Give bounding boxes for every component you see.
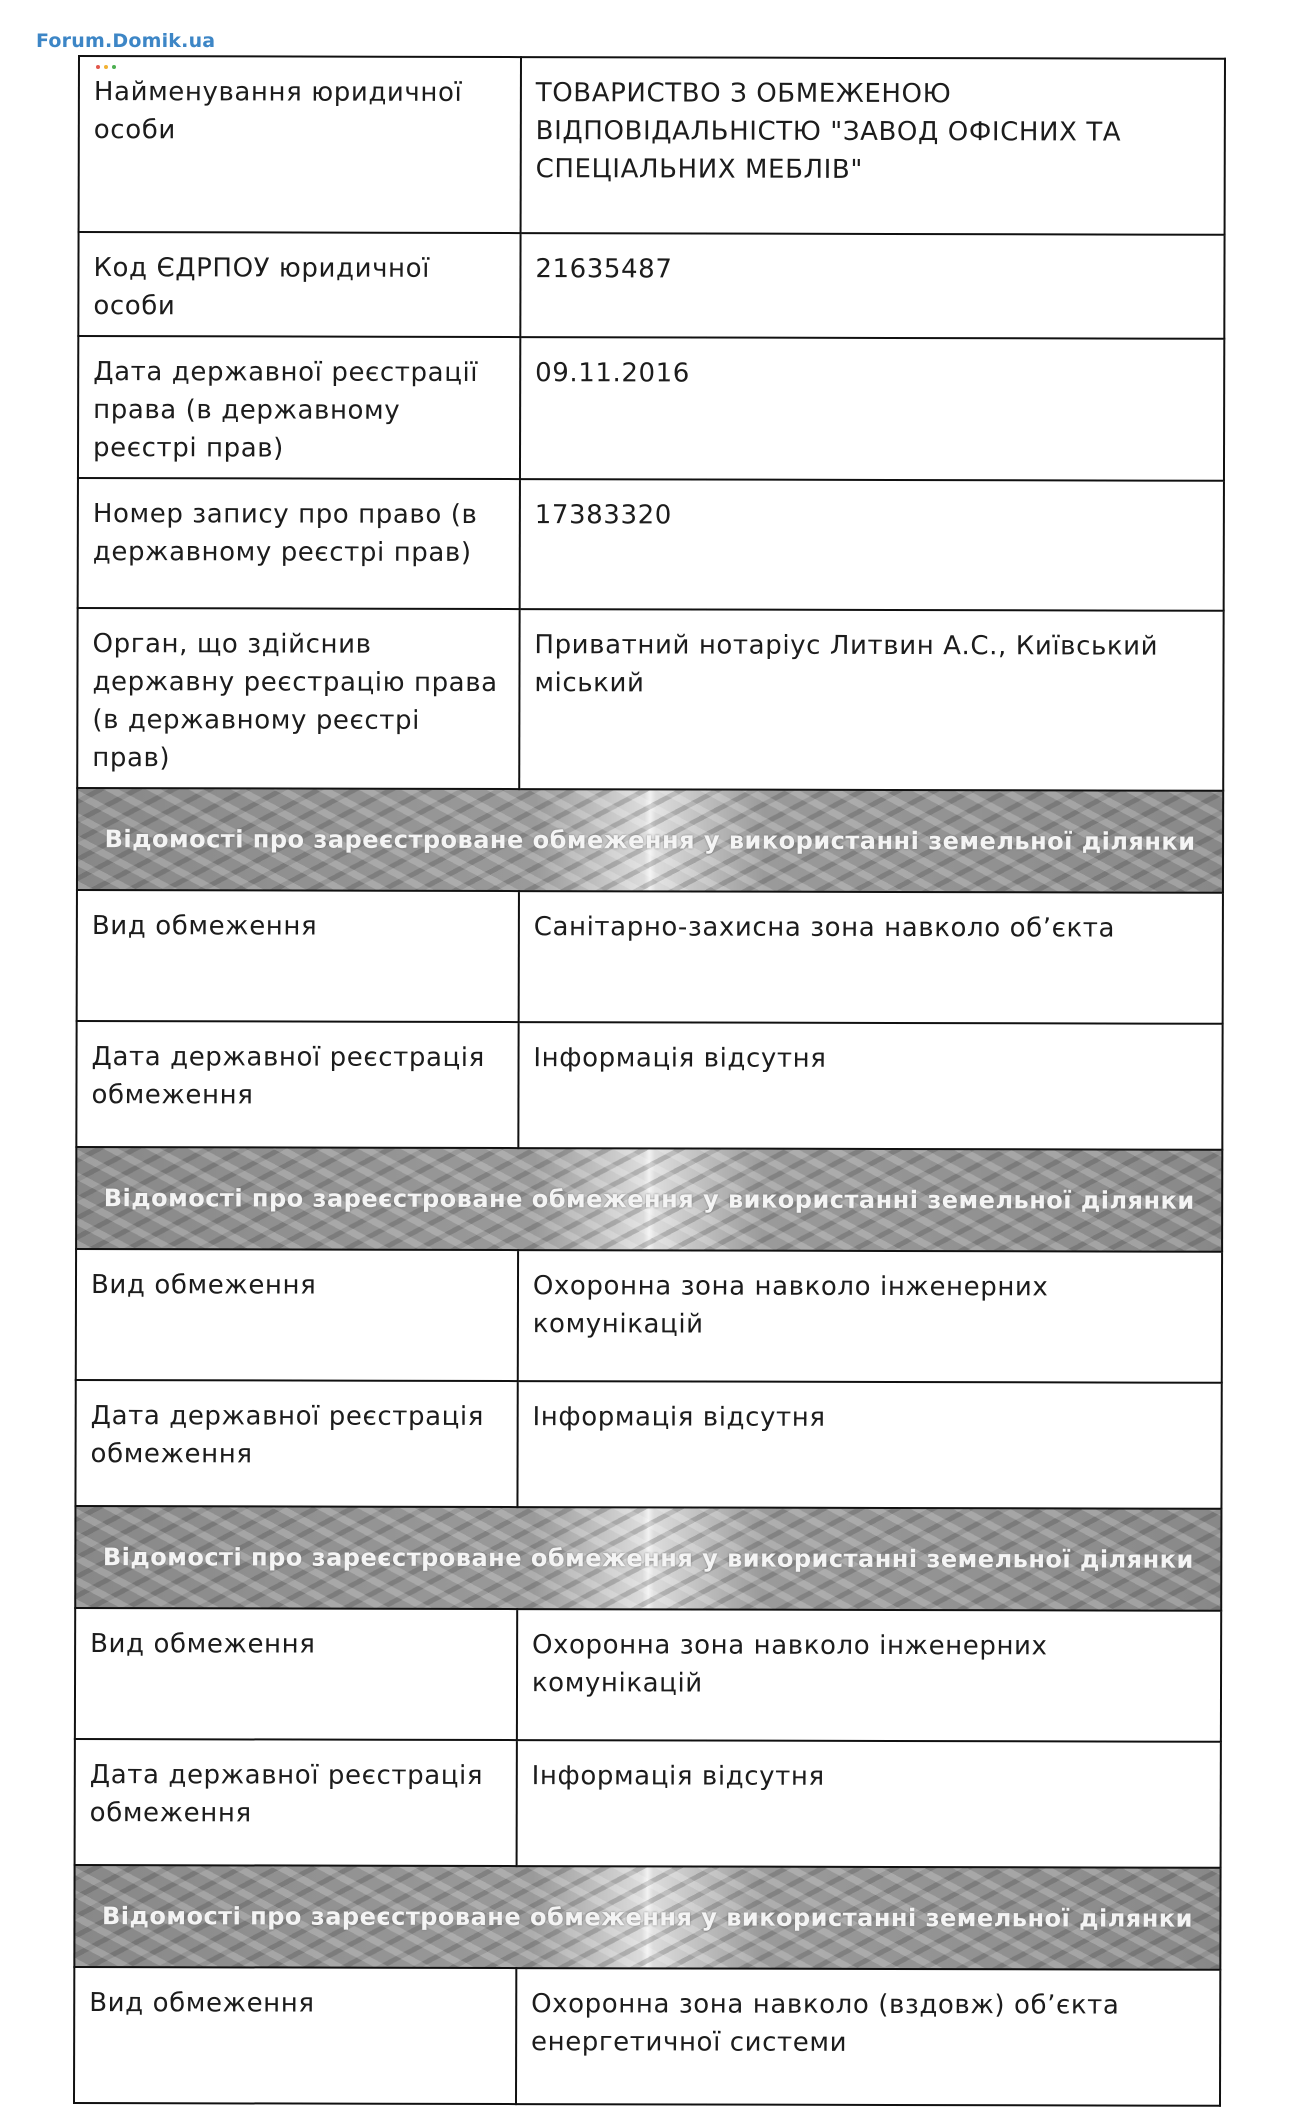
restriction-section-title: Відомості про зареєстроване обмеження у використанні земельної ділянки — [76, 1147, 1222, 1252]
record-number-label: Номер запису про право (в державному реєстрі прав) — [78, 478, 520, 609]
registration-authority-value: Приватний нотаріус Литвин А.С., Київський міський — [519, 609, 1224, 791]
owner-name-label: Найменування юридичної особи — [79, 56, 521, 233]
table-row — [77, 608, 1223, 791]
registry-table — [73, 55, 1226, 2107]
restriction-date-value: Інформація відсутня — [516, 1740, 1220, 1868]
restriction-section-title: Відомості про зареєстроване обмеження у використанні земельної ділянки — [75, 1506, 1221, 1611]
restriction-type-label: Вид обмеження — [76, 1249, 518, 1381]
section-header-row — [77, 788, 1223, 893]
restriction-date-label: Дата державної реєстрація обмеження — [75, 1380, 517, 1507]
section-header-row — [74, 1865, 1220, 1970]
registration-authority-label: Орган, що здійснив державну реєстрацію права (в державному реєстрі прав) — [77, 608, 519, 789]
restriction-date-label: Дата державної реєстрація обмеження — [76, 1021, 518, 1148]
table-row — [75, 1608, 1221, 1742]
watermark-logo: Forum.Domik.ua — [36, 30, 216, 52]
record-number-value: 17383320 — [520, 479, 1224, 611]
edrpou-value: 21635487 — [520, 233, 1224, 339]
restriction-type-label: Вид обмеження — [77, 890, 519, 1022]
restriction-section-title: Відомості про зареєстроване обмеження у використанні земельної ділянки — [77, 788, 1223, 893]
restriction-date-value: Інформація відсутня — [518, 1022, 1222, 1150]
table-row — [78, 478, 1224, 611]
section-header-row — [75, 1506, 1221, 1611]
edrpou-label: Код ЄДРПОУ юридичної особи — [78, 232, 520, 337]
owner-name-value: ТОВАРИСТВО З ОБМЕЖЕНОЮ ВІДПОВІДАЛЬНІСТЮ "ЗАВОД ОФІСНИХ ТА СПЕЦІАЛЬНИХ МЕБЛІВ" — [520, 57, 1225, 235]
restriction-section-title: Відомості про зареєстроване обмеження у використанні земельної ділянки — [74, 1865, 1220, 1970]
section-header-row — [76, 1147, 1222, 1252]
table-row — [76, 1249, 1222, 1383]
restriction-type-value: Охоронна зона навколо інженерних комунікацій — [517, 1609, 1221, 1742]
restriction-date-label: Дата державної реєстрація обмеження — [75, 1739, 517, 1866]
table-row — [77, 890, 1223, 1024]
table-row — [78, 232, 1224, 339]
table-row — [76, 1021, 1222, 1150]
restriction-date-value: Інформація відсутня — [517, 1381, 1221, 1509]
restriction-type-value: Санітарно-захисна зона навколо об’єкта — [519, 891, 1223, 1024]
registry-extract-document — [73, 55, 1226, 2107]
restriction-type-label: Вид обмеження — [74, 1967, 516, 2104]
restriction-type-value: Охоронна зона навколо (вздовж) об’єкта енергетичної системи — [516, 1968, 1220, 2106]
table-row — [75, 1739, 1221, 1868]
restriction-type-label: Вид обмеження — [75, 1608, 517, 1740]
restriction-type-value: Охоронна зона навколо інженерних комунікацій — [518, 1250, 1222, 1383]
table-row — [79, 56, 1225, 235]
table-row — [74, 1967, 1220, 2106]
right-registration-date-value: 09.11.2016 — [520, 337, 1224, 481]
table-row — [78, 336, 1224, 481]
table-row — [75, 1380, 1221, 1509]
right-registration-date-label: Дата державної реєстрації права (в державному реєстрі прав) — [78, 336, 520, 479]
